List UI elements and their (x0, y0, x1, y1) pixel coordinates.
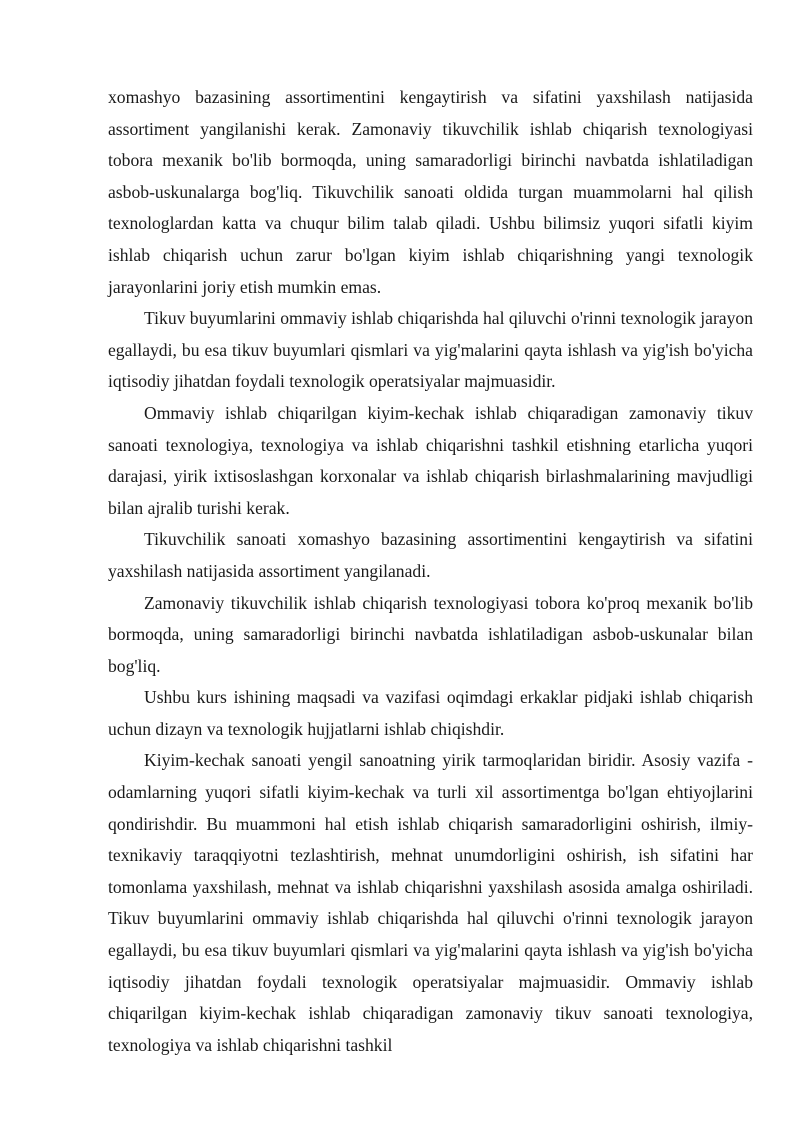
paragraph-continuation: xomashyo bazasining assortimentini kengaytirish va sifatini yaxshilash natijasida assortiment yangilanishi kerak. Zamonaviy tikuvchilik ishlab chiqarish texnologiyasi tobora mexanik bo'lib bormoqda, uning samaradorligi birinchi navbatda ishlatiladigan asbob-uskunalarga bog'liq. Tikuvchilik sanoati oldida turgan muammolarni hal qilish texnologlardan katta va chuqur bilim talab qiladi. Ushbu bilimsiz yuqori sifatli kiyim ishlab chiqarish uchun zarur bo'lgan kiyim ishlab chiqarishning yangi texnologik jarayonlarini joriy etish mumkin emas. (108, 87, 753, 297)
paragraph: Tikuvchilik sanoati xomashyo bazasining assortimentini kengaytirish va sifatini yaxshilash natijasida assortiment yangilanadi. (108, 529, 753, 581)
paragraph: Ommaviy ishlab chiqarilgan kiyim-kechak ishlab chiqaradigan zamonaviy tikuv sanoati texnologiya, texnologiya va ishlab chiqarishni tashkil etishning etarlicha yuqori darajasi, yirik ixtisoslashgan korxonalar va ishlab chiqarish birlashmalarining mavjudligi bilan ajralib turishi kerak. (108, 402, 753, 518)
paragraph: Tikuv buyumlarini ommaviy ishlab chiqarishda hal qiluvchi o'rinni texnologik jarayon egallaydi, bu esa tikuv buyumlari qismlari va yig'malarini qayta ishlash va yig'ish bo'yicha iqtisodiy jihatdan foydali texnologik operatsiyalar majmuasidir. (108, 308, 753, 392)
paragraph: Zamonaviy tikuvchilik ishlab chiqarish texnologiyasi tobora ko'proq mexanik bo'lib bormoqda, uning samaradorligi birinchi navbatda ishlatiladigan asbob-uskunalar bilan bog'liq. (108, 592, 753, 676)
document-body (108, 82, 753, 1061)
paragraph: Kiyim-kechak sanoati yengil sanoatning yirik tarmoqlaridan biridir. Asosiy vazifa - odamlarning yuqori sifatli kiyim-kechak va turli xil assortimentga bo'lgan ehtiyojlarini qondirishdir. Bu muammoni hal etish ishlab chiqarish samaradorligini oshirish, ilmiy-texnikaviy taraqqiyotni tezlashtirish, mehnat unumdorligini oshirish, ish sifatini har tomonlama yaxshilash, mehnat va ishlab chiqarishni yaxshilash asosida amalga oshiriladi. Tikuv buyumlarini ommaviy ishlab chiqarishda hal qiluvchi o'rinni texnologik jarayon egallaydi, bu esa tikuv buyumlari qismlari va yig'malarini qayta ishlash va yig'ish bo'yicha iqtisodiy jihatdan foydali texnologik operatsiyalar majmuasidir. Ommaviy ishlab chiqarilgan kiyim-kechak ishlab chiqaradigan zamonaviy tikuv sanoati texnologiya, texnologiya va ishlab chiqarishni tashkil (108, 750, 753, 1055)
paragraph: Ushbu kurs ishining maqsadi va vazifasi oqimdagi erkaklar pidjaki ishlab chiqarish uchun dizayn va texnologik hujjatlarni ishlab chiqishdir. (108, 687, 753, 739)
